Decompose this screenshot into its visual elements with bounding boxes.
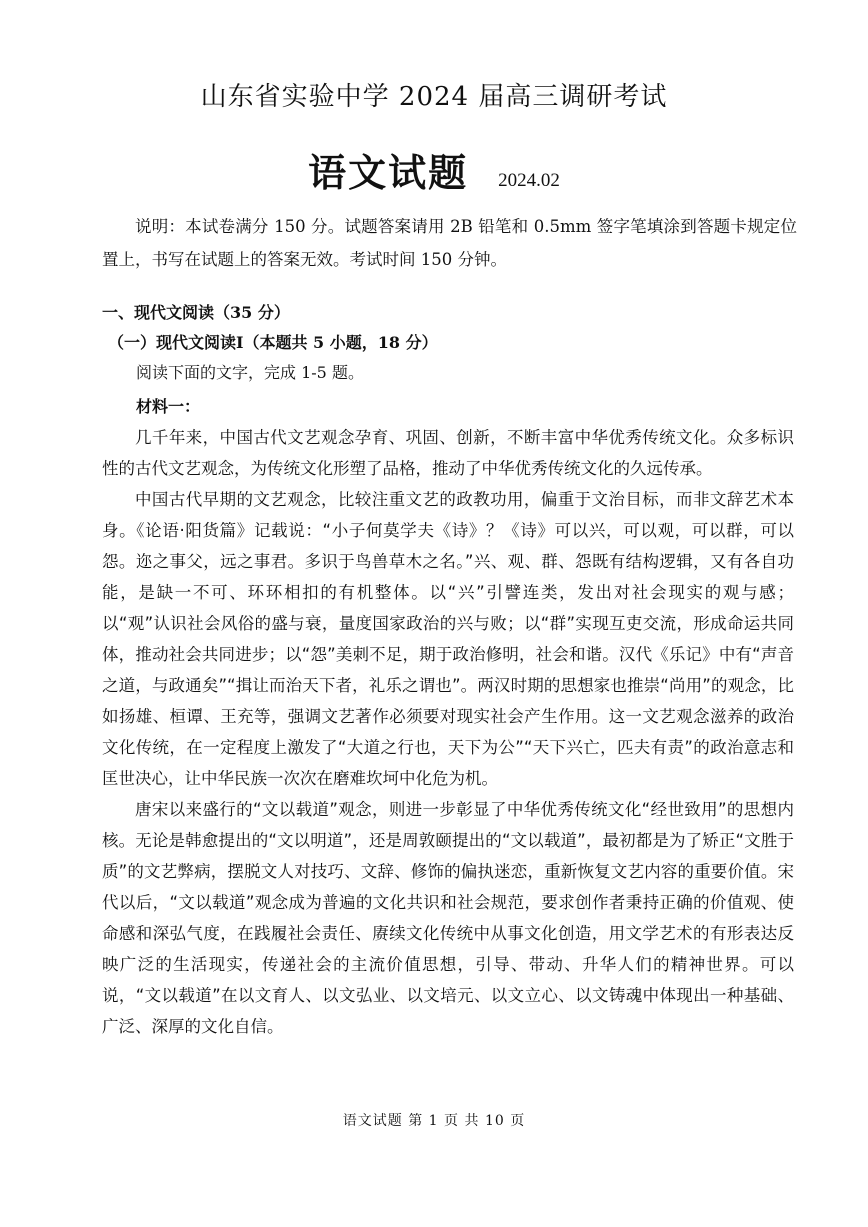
body-paragraph: 几千年来，中国古代文艺观念孕育、巩固、创新，不断丰富中华优秀传统文化。众多标识性的古代文艺观念，为传统文化形塑了品格，推动了中华优秀传统文化的久远传承。 <box>102 428 794 478</box>
body-paragraph: 唐宋以来盛行的“文以载道”观念，则进一步彰显了中华优秀传统文化“经世致用”的思想内核。无论是韩愈提出的“文以明道”，还是周敦颐提出的“文以载道”，最初都是为了矫正“文胜于质”的文艺弊病，摆脱文人对技巧、文辞、修饰的偏执迷恋，重新恢复文艺内容的重要价值。宋代以后，“文以载道”观念成为普遍的文化共识和社会规范，要求创作者秉持正确的价值观、使命感和深弘气度，在践履社会责任、赓续文化传统中从事文化创造，用文学艺术的有形表达反映广泛的生活现实，传递社会的主流价值思想，引导、带动、升华人们的精神世界。可以说，“文以载道”在以文育人、以文弘业、以文培元、以文立心、以文铸魂中体现出一种基础、广泛、深厚的文化自信。 <box>102 800 794 1036</box>
body-paragraph: 中国古代早期的文艺观念，比较注重文艺的政教功用，偏重于文治目标，而非文辞艺术本身。《论语·阳货篇》记载说：“小子何莫学夫《诗》？《诗》可以兴，可以观，可以群，可以怨。迩之事父，远之事君。多识于鸟兽草木之名。”兴、观、群、怨既有结构逻辑，又有各自功能，是缺一不可、环环相扣的有机整体。以“兴”引譬连类，发出对社会现实的观与感；以“观”认识社会风俗的盛与衰，量度国家政治的兴与败；以“群”实现互吏交流，形成命运共同体，推动社会共同进步；以“怨”美刺不足，期于政治修明，社会和谐。汉代《乐记》中有“声音之道，与政通矣”“揖让而治天下者，礼乐之谓也”。两汉时期的思想家也推崇“尚用”的观念，比如扬雄、桓谭、王充等，强调文艺著作必须要对现实社会产生作用。这一文艺观念滋养的政治文化传统，在一定程度上激发了“大道之行也，天下为公”“天下兴亡，匹夫有责”的政治意志和匡世决心，让中华民族一次次在磨难坎坷中化危为机。 <box>102 490 794 788</box>
material-body <box>102 422 794 1042</box>
page-footer: 语文试题 第 1 页 共 10 页 <box>342 1113 526 1129</box>
reading-lead: 阅读下面的文字，完成 1-5 题。 <box>136 363 364 382</box>
exam-date: 2024.02 <box>498 170 560 191</box>
subject-row <box>0 142 868 197</box>
exam-instructions: 说明：本试卷满分 150 分。试题答案请用 2B 铅笔和 0.5mm 签字笔填涂到答题卡规定位置上，书写在试题上的答案无效。考试时间 150 分钟。 <box>102 217 797 269</box>
subsection-heading: （一）现代文阅读Ⅰ（本题共 5 小题，18 分） <box>108 333 438 352</box>
subject-title: 语文试题 <box>308 150 469 195</box>
school-title: 山东省实验中学 2024 届高三调研考试 <box>200 82 668 112</box>
material-label: 材料一： <box>136 397 201 416</box>
section-heading: 一、现代文阅读（35 分） <box>102 303 290 322</box>
